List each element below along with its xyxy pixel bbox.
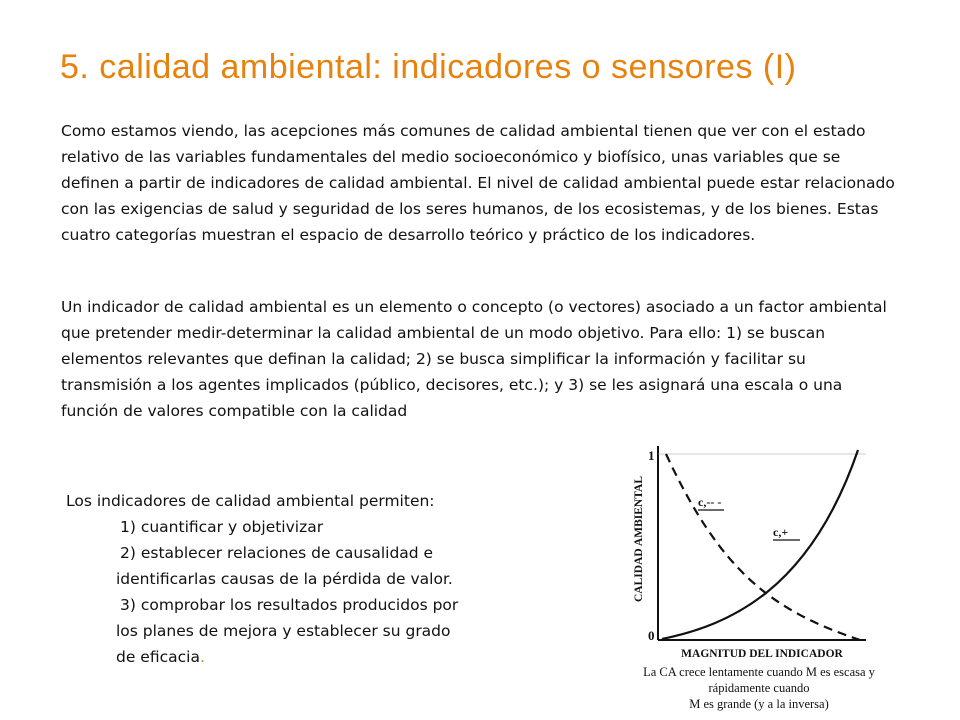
- list-item-2: [66, 540, 546, 592]
- list-item-3-period: .: [199, 648, 205, 666]
- paragraph-definition: Un indicador de calidad ambiental es un elemento o concepto (o vectores) asociado a un factor ambiental que pretender medir-determinar la calidad ambiental de un modo objetivo. Para ello: 1) se buscan elementos relevantes que definan la calidad; 2) se busca simplificar la información y facilitar su transmisión a los agentes implicados (público, decisores, etc.); y 3) se les asignará una escala o una función de valores compatible con la calidad: [61, 298, 887, 420]
- list-item-3: [66, 592, 546, 670]
- y-axis-label: CALIDAD AMBIENTAL: [633, 476, 645, 602]
- figure-caption: [614, 664, 904, 712]
- list-item-2-line2: identificarlas causas de la pérdida de valor.: [116, 570, 453, 588]
- list-item-2-line1: 2) establecer relaciones de causalidad e: [120, 544, 434, 562]
- caption-line-1: La CA crece lentamente cuando M es escasa y rápidamente cuando: [643, 665, 875, 695]
- indicators-list: [66, 488, 546, 670]
- list-item-3-line3-text: de eficacia: [116, 648, 200, 666]
- x-axis-label: MAGNITUD DEL INDICADOR: [681, 648, 843, 660]
- y-top-tick: 1: [648, 448, 655, 463]
- list-item-1: [66, 514, 546, 540]
- caption-line-2: M es grande (y a la inversa): [689, 697, 829, 711]
- curve-minus-label: c,-- -: [698, 495, 722, 509]
- quality-curve-diagram: [610, 440, 900, 665]
- list-item-3-line2: los planes de mejora y establecer su grado: [116, 622, 451, 640]
- curve-minus: [666, 454, 860, 640]
- page-title: 5. calidad ambiental: indicadores o sensores (I): [60, 48, 797, 86]
- list-item-1-text: 1) cuantificar y objetivizar: [120, 518, 324, 536]
- list-intro: Los indicadores de calidad ambiental permiten:: [66, 492, 435, 510]
- curve-plus-label: c,+: [773, 525, 789, 539]
- list-item-3-line1: 3) comprobar los resultados producidos por: [120, 596, 459, 614]
- paragraph-intro: Como estamos viendo, las acepciones más comunes de calidad ambiental tienen que ver con el estado relativo de las variables fundamentales del medio socioeconómico y biofísico, unas variables que se definen a partir de indicadores de calidad ambiental. El nivel de calidad ambiental puede estar relacionado con las exigencias de salud y seguridad de los seres humanos, de los ecosistemas, y de los bienes. Estas cuatro categorías muestran el espacio de desarrollo teórico y práctico de los indicadores.: [61, 122, 895, 244]
- list-item-3-line3: [116, 644, 546, 670]
- y-bottom-tick: 0: [648, 628, 655, 643]
- curve-plus: [662, 450, 858, 639]
